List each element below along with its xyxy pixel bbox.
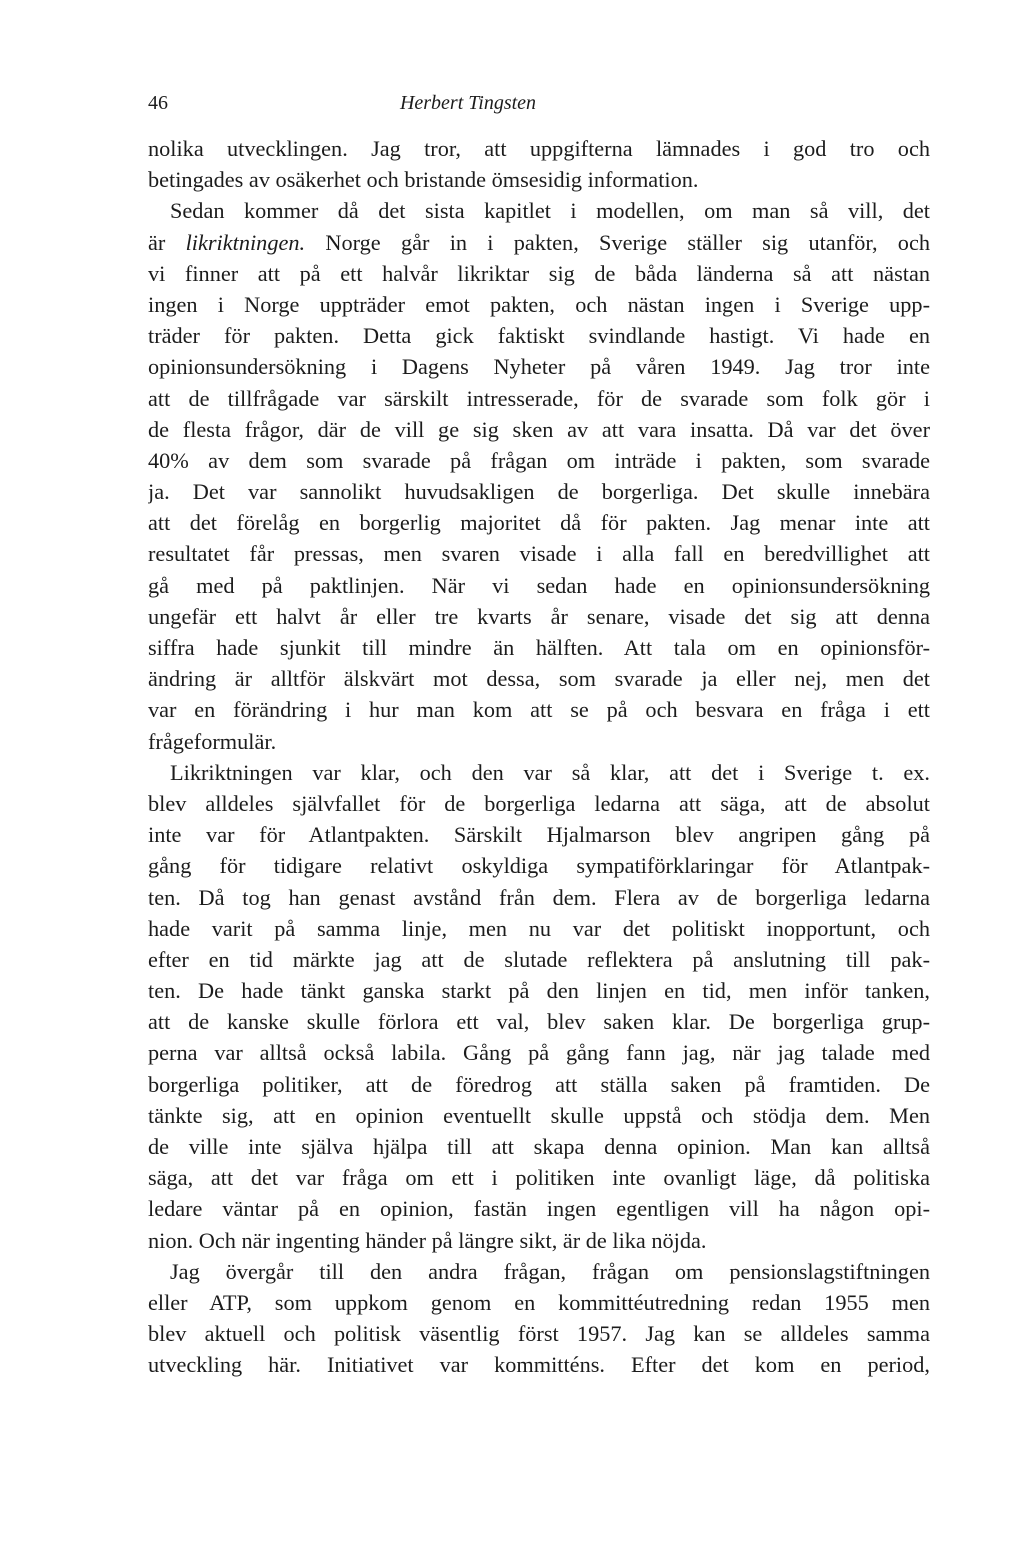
text-line: ingen i Norge uppträder emot pakten, och nästan ingen i Sverige upp-	[148, 291, 930, 317]
text-line: ten. Då tog han genast avstånd från dem. Flera av de borgerliga ledarna	[148, 884, 930, 910]
text-line: borgerliga politiker, att de föredrog att ställa saken på framtiden. De	[148, 1071, 930, 1097]
text-line: ten. De hade tänkt ganska starkt på den linjen en tid, men inför tanken,	[148, 978, 930, 1004]
text-line: gå med på paktlinjen. När vi sedan hade en opinionsundersökning	[148, 572, 930, 598]
text-line: de flesta frågor, där de vill ge sig sken av att vara insatta. Då var det över	[148, 416, 930, 442]
text-line: Sedan kommer då det sista kapitlet i modellen, om man så vill, det	[170, 198, 930, 224]
text-segment: Norge går in i pakten, Sverige ställer sig utanför, och	[305, 229, 930, 255]
text-line: var en förändring i hur man kom att se på och besvara en fråga i ett	[148, 697, 930, 723]
text-line: ja. Det var sannolikt huvudsakligen de borgerliga. Det skulle innebära	[148, 479, 930, 505]
text-line: perna var alltså också labila. Gång på gång fann jag, när jag talade med	[148, 1040, 930, 1066]
text-line: utveckling här. Initiativet var kommitténs. Efter det kom en period,	[148, 1352, 930, 1378]
text-line: eller ATP, som uppkom genom en kommittéutredning redan 1955 men	[148, 1289, 930, 1315]
text-line: att de tillfrågade var särskilt intresserade, för de svarade som folk gör i	[148, 385, 930, 411]
emphasized-term: likriktningen.	[185, 229, 306, 255]
text-line: träder för pakten. Detta gick faktiskt svindlande hastigt. Vi hade en	[148, 323, 930, 349]
text-line: opinionsundersökning i Dagens Nyheter på våren 1949. Jag tror inte	[148, 354, 930, 380]
text-line: hade varit på samma linje, men nu var det politiskt inopportunt, och	[148, 915, 930, 941]
text-line: nion. Och när ingenting händer på längre sikt, är de lika nöjda.	[148, 1227, 707, 1253]
text-line: tänkte sig, att en opinion eventuellt skulle uppstå och stödja dem. Men	[148, 1102, 930, 1128]
text-line: betingades av osäkerhet och bristande ömsesidig information.	[148, 167, 699, 193]
text-line: resultatet får pressas, men svaren visade i alla fall en beredvillighet att	[148, 541, 930, 567]
text-line: nolika utvecklingen. Jag tror, att uppgifterna lämnades i god tro och	[148, 136, 930, 161]
text-line: Likriktningen var klar, och den var så klar, att det i Sverige t. ex.	[170, 759, 930, 785]
text-segment: är	[148, 229, 186, 255]
text-line: att det förelåg en borgerlig majoritet då för pakten. Jag menar inte att	[148, 510, 930, 536]
text-line: 40% av dem som svarade på frågan om inträde i pakten, som svarade	[148, 447, 930, 473]
body-text	[148, 133, 930, 1381]
text-line: blev alldeles självfallet för de borgerliga ledarna att säga, att de absolut	[148, 790, 930, 816]
text-line: säga, att det var fråga om ett i politiken inte ovanligt läge, då politiska	[148, 1165, 930, 1191]
text-line: frågeformulär.	[148, 728, 277, 754]
text-line: blev aktuell och politisk väsentlig först 1957. Jag kan se alldeles samma	[148, 1321, 930, 1347]
text-line: vi finner att på ett halvår likriktar sig de båda länderna så att nästan	[148, 260, 930, 286]
text-line: ändring är alltför älskvärt mot dessa, som svarade ja eller nej, men det	[148, 666, 930, 692]
text-line: ungefär ett halvt år eller tre kvarts år senare, visade det sig att denna	[148, 603, 930, 629]
text-line: inte var för Atlantpakten. Särskilt Hjalmarson blev angripen gång på	[148, 822, 930, 848]
text-line: Jag övergår till den andra frågan, frågan om pensionslagstiftningen	[170, 1258, 930, 1284]
running-head: Herbert Tingsten	[399, 92, 537, 114]
text-line: de ville inte själva hjälpa till att skapa denna opinion. Man kan alltså	[148, 1134, 930, 1159]
page-header	[148, 92, 930, 122]
text-line: siffra hade sjunkit till mindre än hälften. Att tala om en opinionsför-	[148, 635, 930, 660]
text-line: gång för tidigare relativt oskyldiga sympatiförklaringar för Atlantpak-	[148, 853, 930, 879]
text-line: ledare väntar på en opinion, fastän ingen egentligen vill ha någon opi-	[148, 1196, 930, 1222]
text-line: att de kanske skulle förlora ett val, blev saken klar. De borgerliga grup-	[148, 1009, 930, 1035]
page-number: 46	[148, 92, 168, 114]
text-line: efter en tid märkte jag att de slutade reflektera på anslutning till pak-	[148, 946, 930, 972]
text-line	[148, 227, 930, 258]
